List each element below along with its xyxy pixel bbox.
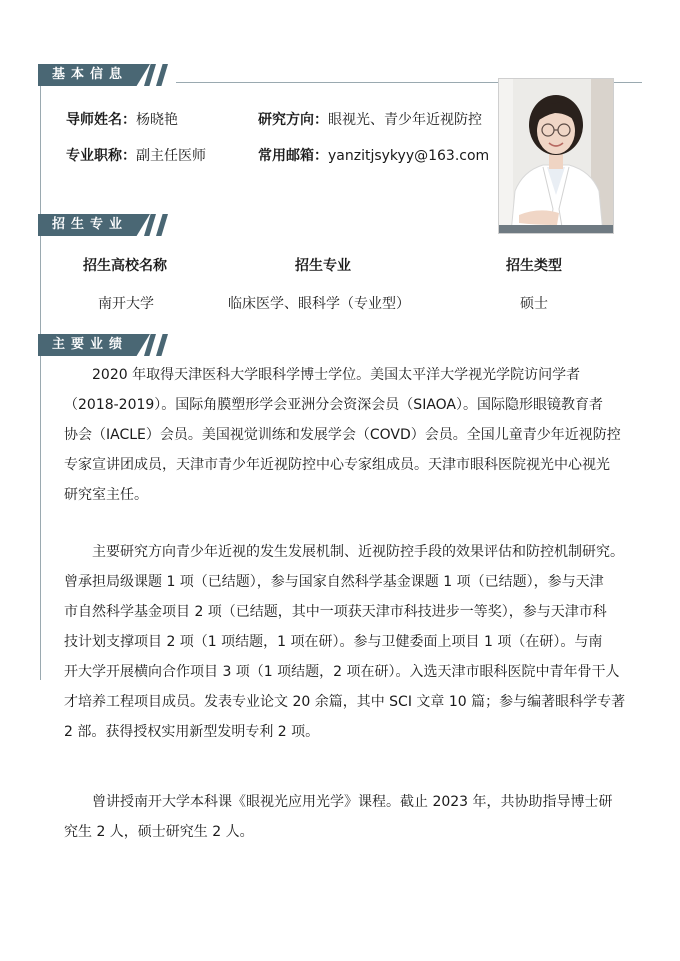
advisor-name-row [66, 110, 178, 130]
top-divider-line [176, 82, 498, 83]
section-header-enrollment [38, 214, 178, 236]
paragraph-line: 技计划支撑项目 2 项（1 项结题，1 项在研）。参与卫健委面上项目 1 项（在研）。与南 [64, 634, 603, 650]
paragraph-line: 曾承担局级课题 1 项（已结题），参与国家自然科学基金课题 1 项（已结题），参与天津 [64, 574, 604, 590]
professional-title-row [66, 146, 206, 166]
section-header-stripe [156, 334, 168, 356]
section-header-basic-info [38, 64, 178, 86]
paragraph-line: 曾讲授南开大学本科课《眼视光应用光学》课程。截止 2023 年，共协助指导博士研 [92, 794, 613, 810]
enroll-header-school: 招生高校名称 [83, 258, 167, 274]
left-divider-line [40, 84, 41, 680]
achievement-paragraph-2 [64, 537, 626, 747]
paragraph-line: 2 部。获得授权实用新型发明专利 2 项。 [64, 724, 320, 740]
email-value[interactable]: yanzitjsykyy@163.com [328, 148, 490, 164]
achievement-paragraph-3 [64, 787, 620, 847]
enroll-value-type: 硕士 [520, 296, 548, 312]
enroll-value-school: 南开大学 [98, 296, 154, 312]
advisor-name-label: 导师姓名： [66, 112, 136, 128]
research-direction-row [258, 110, 482, 130]
professional-title-value: 副主任医师 [136, 148, 206, 164]
paragraph-line: 开大学开展横向合作项目 3 项（1 项结题，2 项在研）。入选天津市眼科医院中青年骨干人 [64, 664, 620, 680]
section-header-stripe [156, 214, 168, 236]
advisor-name-value: 杨晓艳 [136, 112, 178, 128]
section-title: 主要业绩 [52, 337, 129, 352]
paragraph-line: 专家宣讲团成员，天津市青少年近视防控中心专家组成员。天津市眼科医院视光中心视光 [64, 457, 610, 473]
achievement-paragraph-1 [64, 360, 620, 510]
enroll-header-type: 招生类型 [506, 258, 562, 274]
top-divider-line-right [612, 82, 642, 83]
paragraph-line: 主要研究方向青少年近视的发生发展机制、近视防控手段的效果评估和防控机制研究。 [92, 544, 624, 560]
paragraph-line: 研究室主任。 [64, 487, 148, 503]
section-header-achievements [38, 334, 178, 356]
paragraph-line: 才培养工程项目成员。发表专业论文 20 余篇，其中 SCI 文章 10 篇；参与编著眼科学专著 [64, 694, 626, 710]
paragraph-line: 市自然科学基金项目 2 项（已结题，其中一项获天津市科技进步一等奖），参与天津市科 [64, 604, 607, 620]
research-direction-label: 研究方向： [258, 112, 328, 128]
paragraph-line: 协会（IACLE）会员。美国视觉训练和发展学会（COVD）会员。全国儿童青少年近视防控 [64, 427, 621, 443]
paragraph-line: 究生 2 人，硕士研究生 2 人。 [64, 824, 254, 840]
research-direction-value: 眼视光、青少年近视防控 [328, 112, 482, 128]
portrait-illustration [499, 79, 613, 233]
paragraph-line: （2018-2019）。国际角膜塑形学会亚洲分会资深会员（SIAOA）。国际隐形眼镜教育者 [64, 397, 604, 413]
email-label: 常用邮箱： [258, 148, 328, 164]
enroll-value-major: 临床医学、眼科学（专业型） [228, 296, 410, 312]
section-title: 基本信息 [52, 67, 129, 82]
email-row [258, 146, 489, 166]
portrait-photo [498, 78, 614, 234]
section-title: 招生专业 [52, 217, 129, 232]
paragraph-line: 2020 年取得天津医科大学眼科学博士学位。美国太平洋大学视光学院访问学者 [92, 367, 581, 383]
section-header-stripe [156, 64, 168, 86]
enroll-header-major: 招生专业 [295, 258, 351, 274]
professional-title-label: 专业职称： [66, 148, 136, 164]
